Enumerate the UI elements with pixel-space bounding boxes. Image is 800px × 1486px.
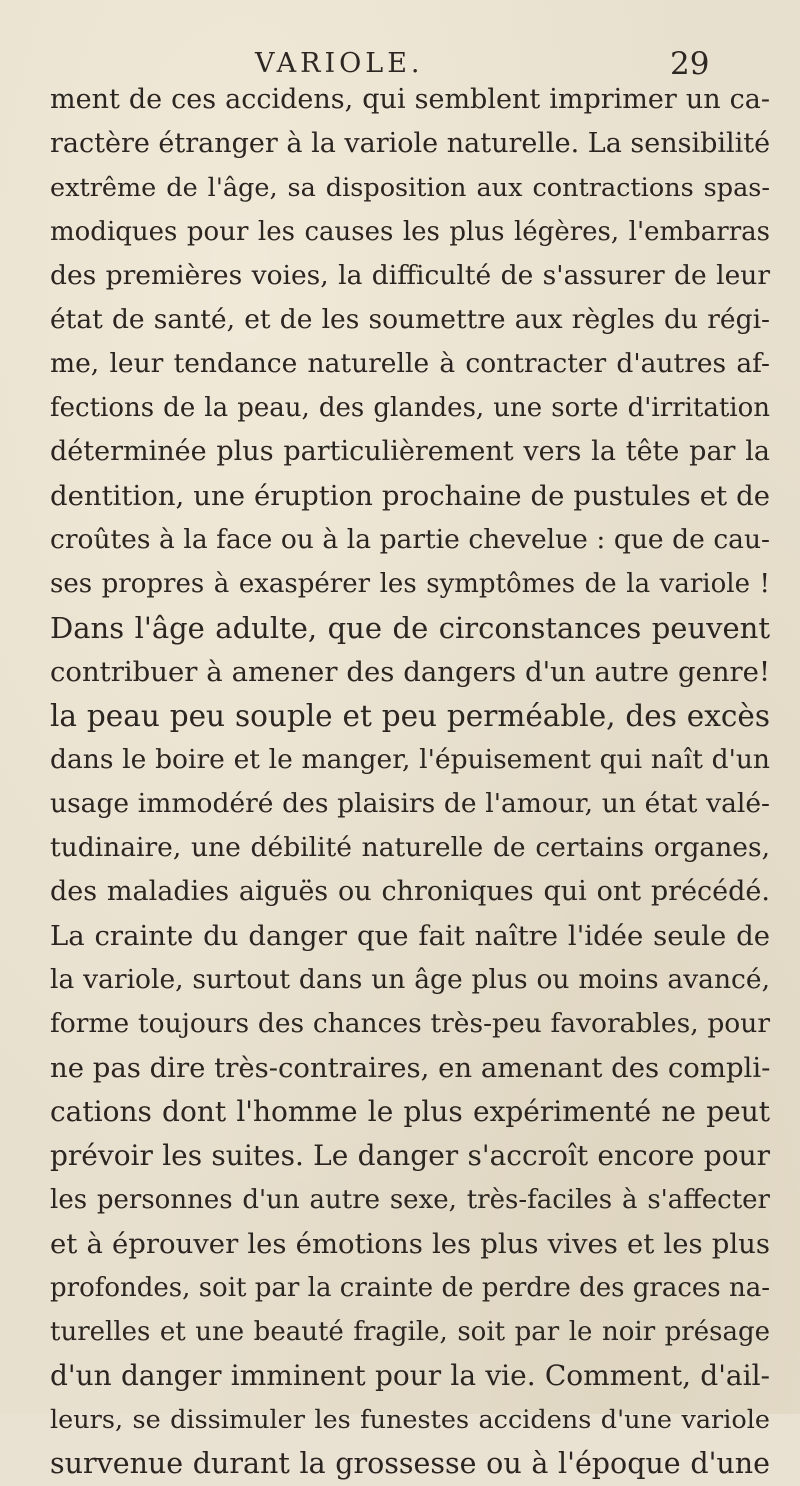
text-line: La crainte du danger que fait naître l'idée seule de: [50, 920, 770, 952]
text-line: état de santé, et de les soumettre aux règles du régi-: [50, 304, 770, 335]
text-line: leurs, se dissimuler les funestes accidens d'une variole: [50, 1405, 770, 1435]
text-line: fections de la peau, des glandes, une sorte d'irritation: [50, 393, 770, 423]
text-line: me, leur tendance naturelle à contracter d'autres af-: [50, 348, 770, 379]
text-line: modiques pour les causes les plus légères, l'embarras: [50, 217, 770, 247]
text-line: déterminée plus particulièrement vers la tête par la: [50, 436, 770, 467]
body-text: [50, 78, 770, 1486]
text-line: survenue durant la grossesse ou à l'époque d'une: [50, 1447, 770, 1480]
text-line: des premières voies, la difficulté de s'assurer de leur: [50, 260, 770, 291]
text-line: la variole, surtout dans un âge plus ou moins avancé,: [50, 964, 770, 995]
text-line: turelles et une beauté fragile, soit par le noir présage: [50, 1317, 770, 1347]
text-line: ment de ces accidens, qui semblent imprimer un ca-: [50, 84, 770, 115]
text-line: dans le boire et le manger, l'épuisement qui naît d'un: [50, 744, 770, 775]
text-line: la peau peu souple et peu perméable, des excès: [50, 699, 770, 733]
text-line: dentition, une éruption prochaine de pustules et de: [50, 480, 770, 512]
running-title: VARIOLE.: [255, 48, 424, 79]
text-line: d'un danger imminent pour la vie. Comment, d'ail-: [50, 1359, 770, 1392]
text-line: des maladies aiguës ou chroniques qui ont précédé.: [50, 876, 770, 907]
text-line: ne pas dire très-contraires, en amenant des compli-: [50, 1052, 771, 1084]
text-line: Dans l'âge adulte, que de circonstances peuvent: [50, 611, 770, 645]
text-line: prévoir les suites. Le danger s'accroît encore pour: [50, 1139, 770, 1172]
text-line: extrême de l'âge, sa disposition aux contractions spas-: [50, 173, 770, 203]
page-number: 29: [670, 46, 710, 82]
text-line: contribuer à amener des dangers d'un autre genre!: [50, 656, 770, 688]
text-line: tudinaire, une débilité naturelle de certains organes,: [50, 832, 770, 863]
text-line: profondes, soit par la crainte de perdre des graces na-: [50, 1273, 770, 1303]
text-line: les personnes d'un autre sexe, très-faciles à s'affecter: [50, 1185, 770, 1215]
text-line: forme toujours des chances très-peu favorables, pour: [50, 1008, 770, 1039]
text-line: ses propres à exaspérer les symptômes de la variole !: [50, 569, 770, 599]
text-line: ractère étranger à la variole naturelle. La sensibilité: [50, 128, 771, 159]
text-line: et à éprouver les émotions les plus vives et les plus: [50, 1228, 770, 1260]
text-line: usage immodéré des plaisirs de l'amour, un état valé-: [50, 788, 770, 819]
text-line: croûtes à la face ou à la partie chevelue : que de cau-: [50, 524, 770, 555]
text-line: cations dont l'homme le plus expérimenté ne peut: [50, 1095, 770, 1128]
